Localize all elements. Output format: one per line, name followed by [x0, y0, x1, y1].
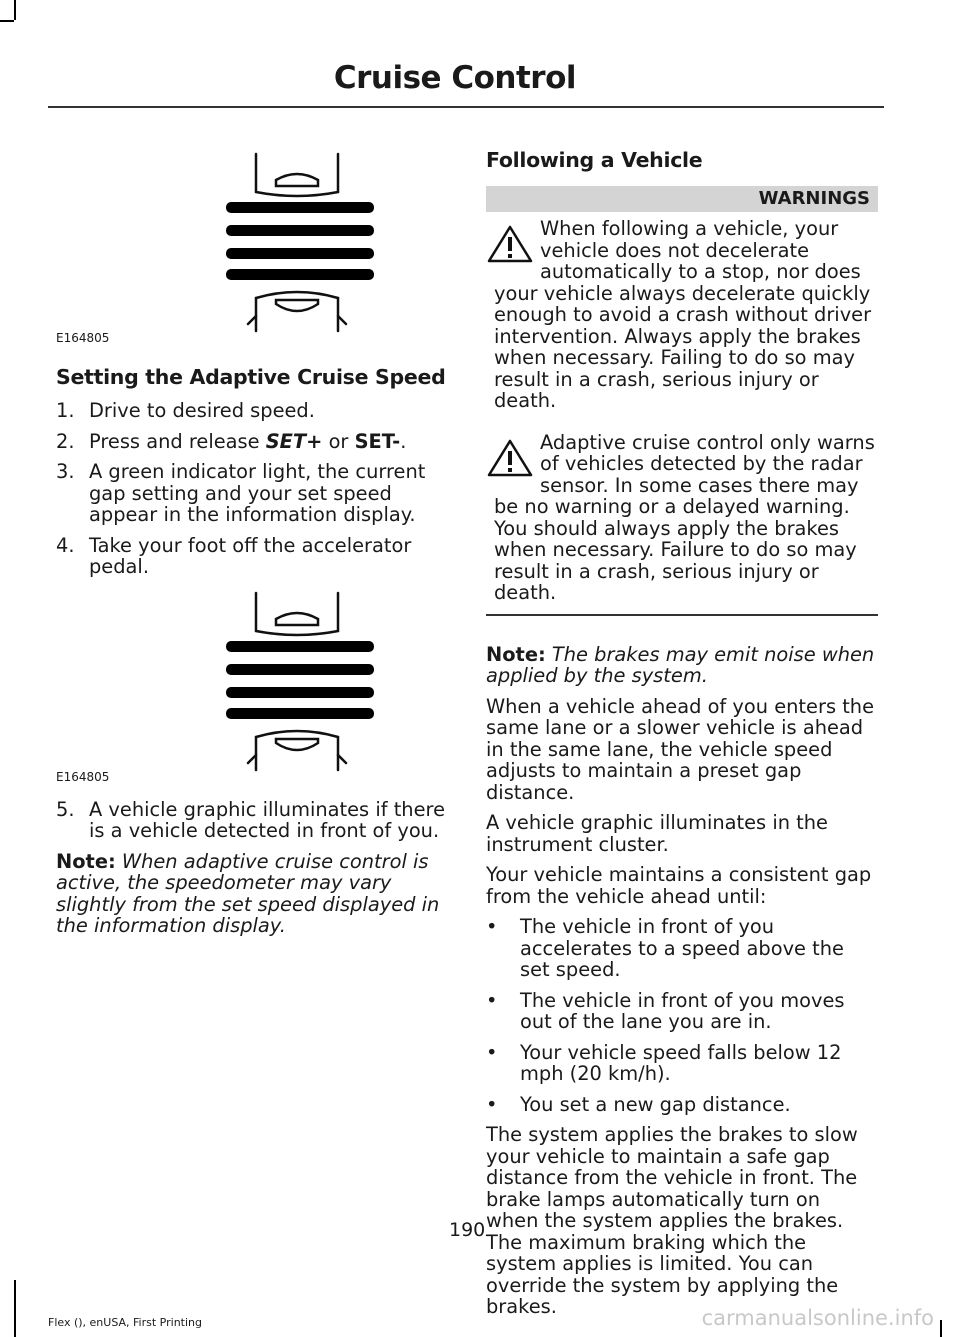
body-paragraph: When a vehicle ahead of you enters the same lane or a slower vehicle is ahead in the same lane, the vehicle speed adjusts to maintain a preset gap distance.	[486, 694, 875, 804]
crop-mark	[940, 1320, 942, 1337]
note-text: The brakes may emit noise when applied by the system.	[486, 642, 875, 687]
gap-distance-icon	[226, 587, 376, 773]
crop-mark	[14, 1280, 16, 1337]
set-plus-label: SET+	[265, 429, 323, 453]
page-title: Cruise Control	[333, 60, 576, 96]
steps-list	[56, 400, 451, 578]
list-item	[56, 431, 451, 453]
step-text: Press and release	[89, 429, 266, 453]
warnings-end-divider	[486, 614, 878, 616]
list-item	[56, 461, 451, 526]
section-heading: Setting the Adaptive Cruise Speed	[56, 365, 446, 389]
note	[486, 644, 878, 687]
step-text: Take your foot off the accelerator pedal.	[89, 533, 412, 578]
list-item-text: The vehicle in front of you accelerates to a speed above the set speed.	[520, 915, 844, 981]
warning-text: Adaptive cruise control only warns of vehicles detected by the radar sensor. In some cases there may be no warning or a delayed warning. You should always apply the brakes when necessary. Failure to do so may result in a crash, serious injury or death.	[494, 430, 875, 604]
body-paragraph: A vehicle graphic illuminates in the instrument cluster.	[486, 811, 828, 856]
gap-distance-icon	[226, 148, 376, 334]
step-number: 2.	[56, 429, 75, 453]
crop-mark	[14, 0, 16, 20]
step-text: .	[400, 429, 407, 453]
set-minus-label: SET-	[354, 429, 401, 453]
list-item	[486, 990, 878, 1033]
warnings-banner: WARNINGS	[486, 186, 878, 212]
edition-label: Flex (), enUSA, First Printing	[48, 1316, 202, 1329]
note-label: Note:	[56, 849, 116, 873]
warning-triangle-icon	[486, 438, 534, 478]
conditions-list	[486, 916, 878, 1115]
bullet: •	[486, 988, 498, 1012]
step-number: 3.	[56, 460, 75, 483]
step-text: A vehicle graphic illuminates if there is a vehicle detected in front of you.	[89, 797, 445, 842]
list-item-text: The vehicle in front of you moves out of the lane you are in.	[520, 988, 845, 1033]
note	[56, 851, 451, 937]
step-number: 1.	[56, 399, 75, 422]
illustration-code: E164805	[56, 769, 110, 784]
step-text: Drive to desired speed.	[89, 399, 315, 422]
list-item	[56, 535, 451, 578]
page-number: 190	[449, 1219, 486, 1241]
illustration-code: E164805	[56, 331, 110, 345]
note-text: When adaptive cruise control is active, the speedometer may vary slightly from the set speed displayed in the information display.	[56, 849, 440, 937]
list-item-text: Your vehicle speed falls below 12 mph (20 km/h).	[520, 1040, 842, 1085]
right-column	[486, 147, 878, 1318]
crop-mark	[0, 20, 14, 22]
left-column	[56, 148, 451, 937]
warning-text: When following a vehicle, your vehicle does not decelerate automatically to a stop, nor does your vehicle always decelerate quickly enough to avoid a crash without driver intervention. Always apply the brakes when necessary. Failing to do so may result in a crash, serious injury or death.	[494, 217, 872, 412]
bullet: •	[486, 915, 498, 938]
steps-list	[56, 799, 451, 842]
warning-block	[486, 218, 878, 412]
section-heading: Following a Vehicle	[486, 148, 703, 172]
warning-triangle-icon	[486, 224, 534, 264]
list-item	[486, 1042, 878, 1085]
watermark: carmanualsonline.info	[701, 1306, 934, 1330]
bullet: •	[486, 1040, 498, 1064]
step-number: 5.	[56, 797, 75, 821]
list-item-text: You set a new gap distance.	[520, 1092, 791, 1116]
step-text: or	[322, 429, 355, 453]
list-item	[56, 799, 451, 842]
gap-distance-illustration	[56, 148, 451, 345]
body-paragraph: Your vehicle maintains a consistent gap from the vehicle ahead until:	[486, 863, 872, 908]
list-item	[486, 1094, 878, 1116]
list-item	[486, 916, 878, 981]
body-paragraph: The system applies the brakes to slow your vehicle to maintain a safe gap distance from the vehicle in front. The brake lamps automatically turn on when the system applies the brakes. The maximum braking which the system applies is limited. You can override the system by applying the brakes.	[486, 1123, 858, 1318]
list-item	[56, 400, 451, 422]
step-number: 4.	[56, 533, 75, 557]
gap-distance-illustration	[56, 587, 451, 784]
bullet: •	[486, 1092, 498, 1116]
warning-block	[486, 432, 878, 604]
note-label: Note:	[486, 642, 546, 666]
step-text: A green indicator light, the current gap setting and your set speed appear in the information display.	[89, 460, 426, 526]
header-divider	[48, 106, 884, 108]
